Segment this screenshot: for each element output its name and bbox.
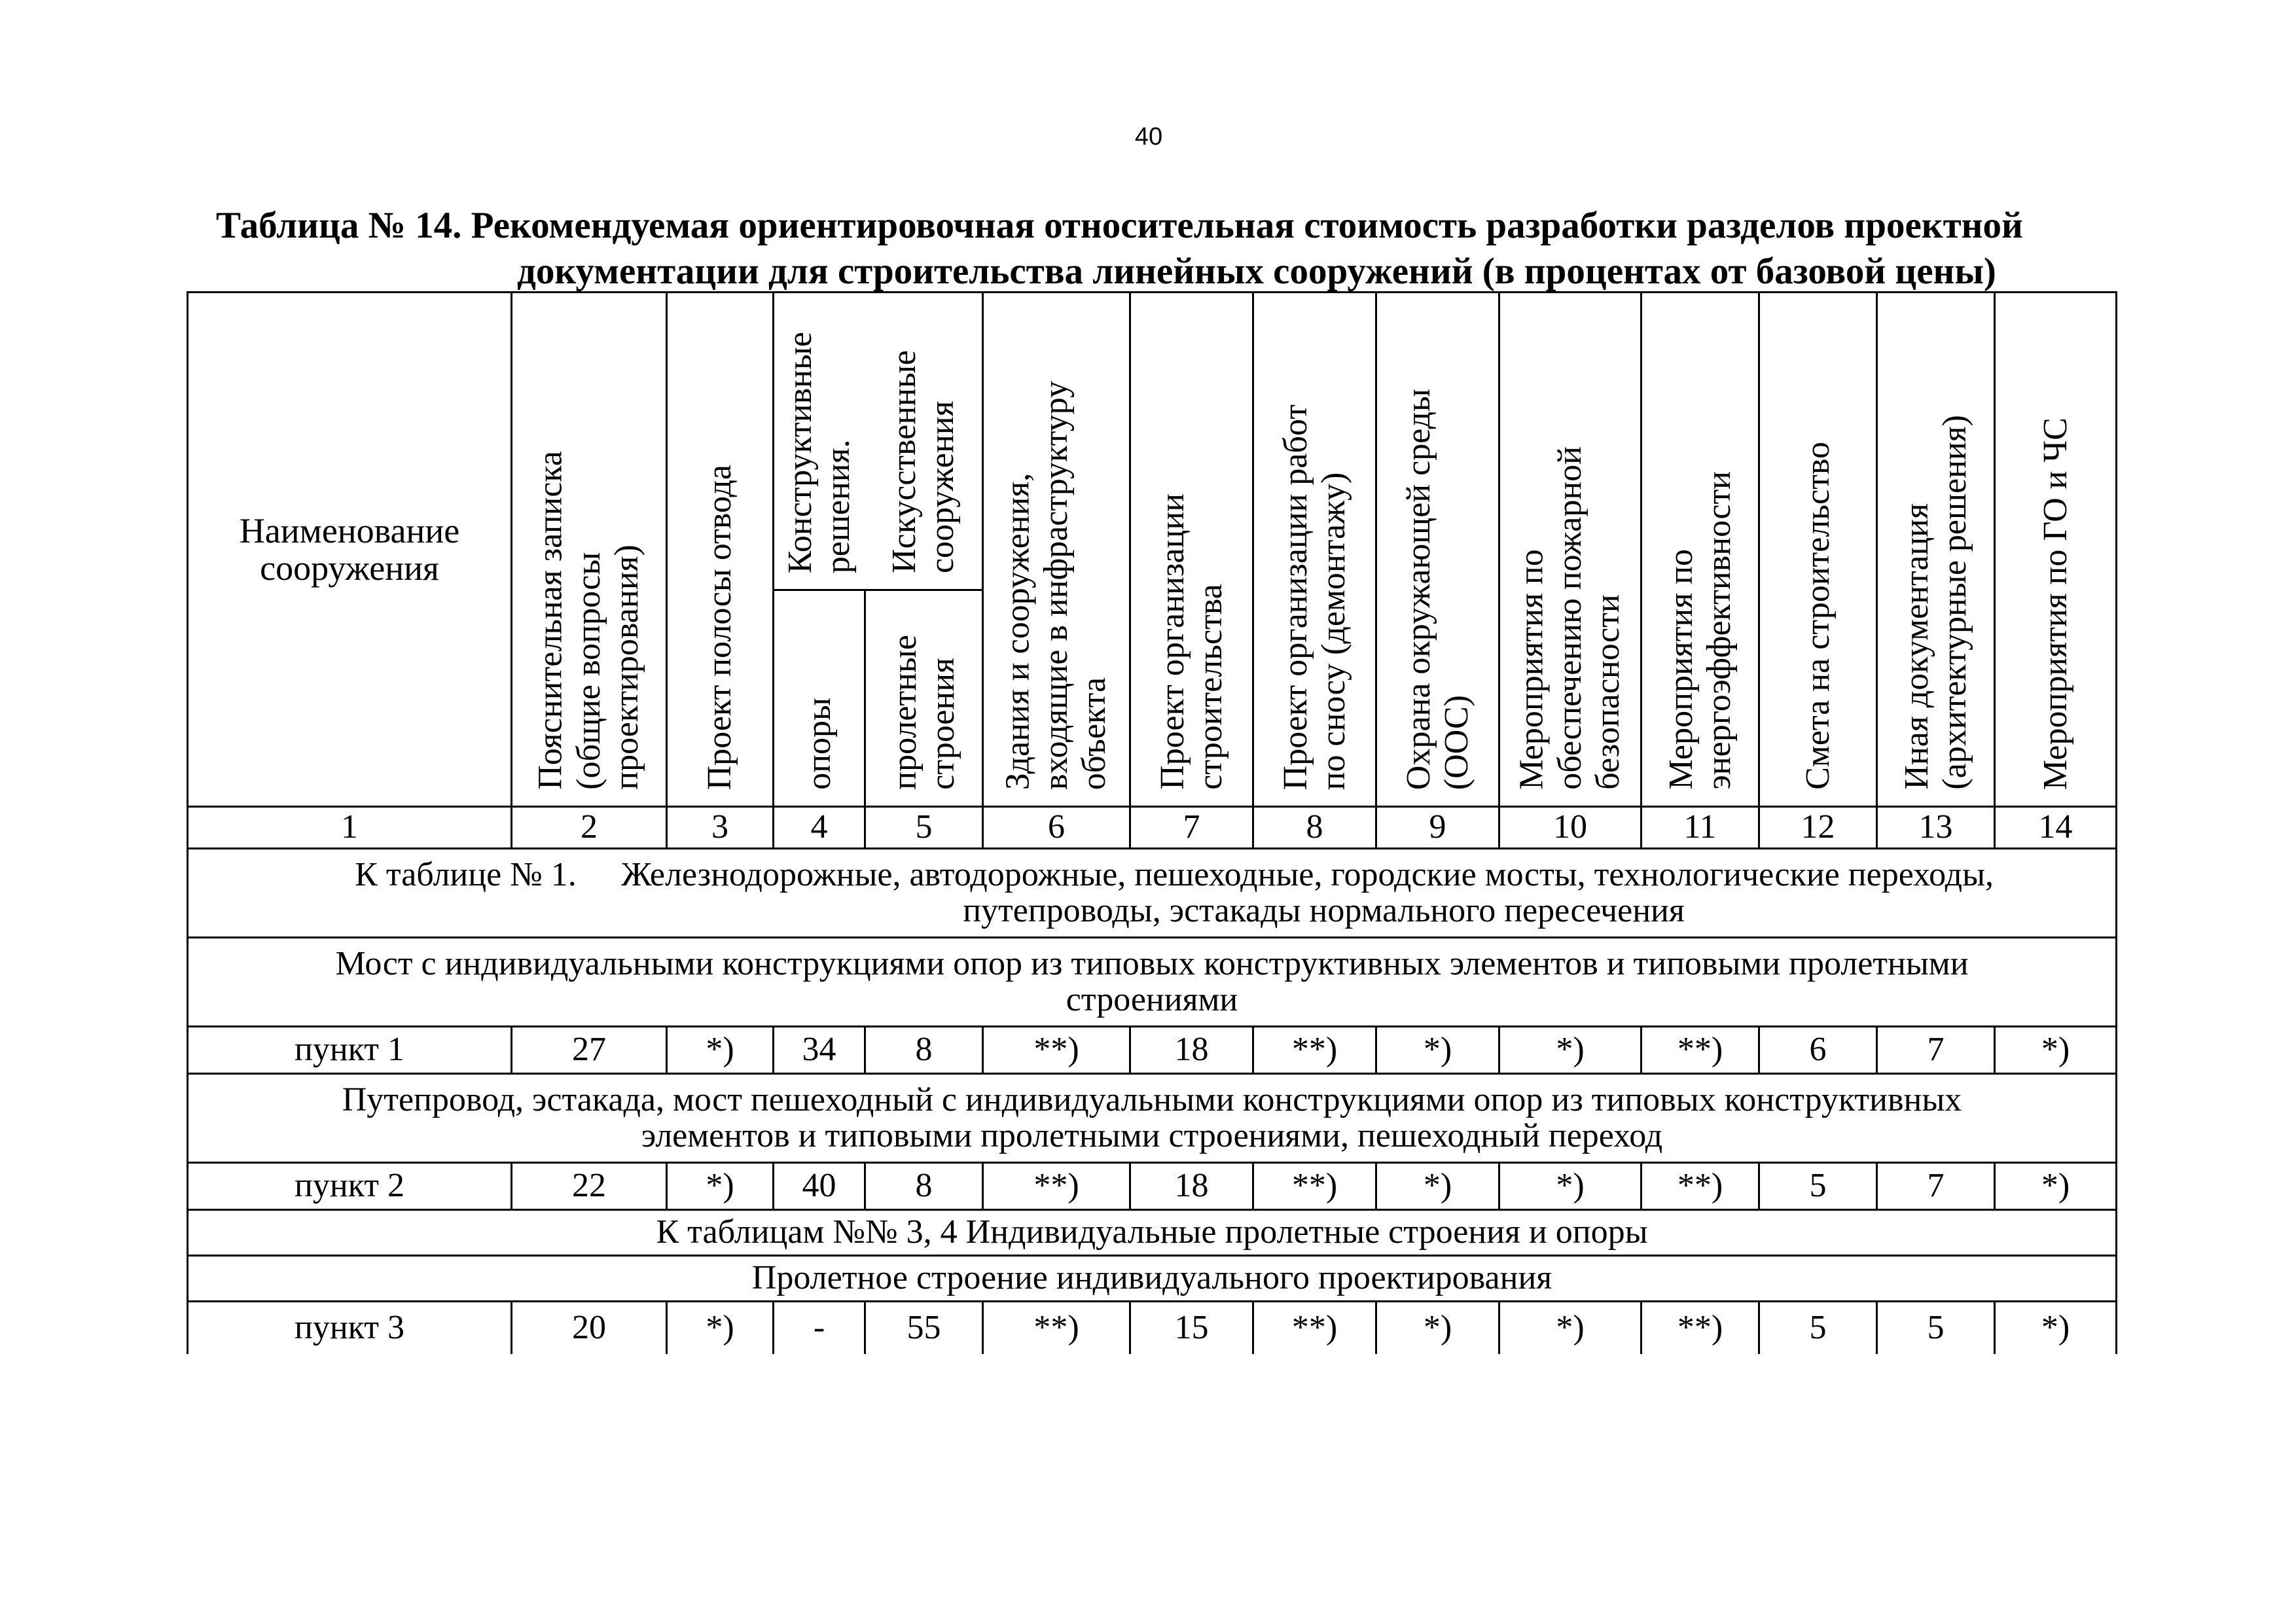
table-cell: 55 [865, 1302, 983, 1354]
group-heading-3: Пролетное строение индивидуального проектирования [188, 1256, 2117, 1302]
table-cell: *) [1995, 1027, 2117, 1074]
page-number: 40 [1134, 123, 1163, 151]
table-cell: 8 [865, 1027, 983, 1074]
header-col-6: Здания и сооружения, входящие в инфраструктуру объекта [983, 293, 1130, 807]
column-number: 9 [1376, 807, 1499, 849]
column-number: 14 [1995, 807, 2117, 849]
section-row [188, 849, 2117, 938]
table-cell: 5 [1759, 1163, 1877, 1210]
table-row [188, 1302, 2117, 1354]
column-number: 5 [865, 807, 983, 849]
table-cell: **) [1253, 1027, 1376, 1074]
table-cell: 7 [1877, 1163, 1995, 1210]
header-row-top [188, 293, 2117, 590]
header-col-7: Проект организации строительства [1130, 293, 1253, 807]
table-cell: *) [1995, 1302, 2117, 1354]
group-heading-2: Путепровод, эстакада, мост пешеходный с индивидуальными конструкциями опор из типовых конструктивных элементов и типовыми пролетными строениями, пешеходный переход [188, 1074, 2117, 1163]
header-col-4: опоры [774, 590, 865, 807]
table-cell: 5 [1759, 1302, 1877, 1354]
group-heading-1: Мост с индивидуальными конструкциями опор из типовых конструктивных элементов и типовыми пролетными строениями [188, 938, 2117, 1027]
column-number: 8 [1253, 807, 1376, 849]
table-cell: 34 [774, 1027, 865, 1074]
table-cell: *) [1376, 1163, 1499, 1210]
row-label: пункт 2 [188, 1163, 512, 1210]
section-heading-1: К таблице № 1. Железнодорожные, автодорожные, пешеходные, городские мосты, технологические переходы, путепроводы, эстакады нормального пересечения [188, 849, 2117, 938]
column-number: 6 [983, 807, 1130, 849]
table-cell: *) [1995, 1163, 2117, 1210]
table-cell: *) [1499, 1027, 1641, 1074]
table-cell: *) [667, 1027, 774, 1074]
table-cell: 7 [1877, 1027, 1995, 1074]
header-col-14: Мероприятия по ГО и ЧС [1995, 293, 2117, 807]
table-cell: **) [983, 1027, 1130, 1074]
column-number: 12 [1759, 807, 1877, 849]
table-cell: **) [1253, 1302, 1376, 1354]
header-col-9: Охрана окружающей среды (ООС) [1376, 293, 1499, 807]
group-row [188, 1074, 2117, 1163]
header-name: Наименование сооружения [188, 293, 512, 807]
column-number: 1 [188, 807, 512, 849]
column-number: 10 [1499, 807, 1641, 849]
header-col-12: Смета на строительство [1759, 293, 1877, 807]
table-cell: **) [983, 1302, 1130, 1354]
table-cell: **) [1253, 1163, 1376, 1210]
column-number: 13 [1877, 807, 1995, 849]
table-cell: 15 [1130, 1302, 1253, 1354]
header-col-3: Проект полосы отвода [667, 293, 774, 807]
column-number: 11 [1641, 807, 1759, 849]
table-cell: - [774, 1302, 865, 1354]
table-cell: **) [983, 1163, 1130, 1210]
table-row [188, 1027, 2117, 1074]
table-cell: *) [1376, 1027, 1499, 1074]
column-number: 4 [774, 807, 865, 849]
table-cell: 5 [1877, 1302, 1995, 1354]
header-col-5: пролетные строения [865, 590, 983, 807]
table-cell: *) [667, 1163, 774, 1210]
row-label: пункт 1 [188, 1027, 512, 1074]
group-row [188, 938, 2117, 1027]
header-col-13: Иная документация (архитектурные решения) [1877, 293, 1995, 807]
column-number-row [188, 807, 2117, 849]
column-number: 2 [512, 807, 667, 849]
header-col-2: Пояснительная записка (общие вопросы проектирования) [512, 293, 667, 807]
table-cell: 6 [1759, 1027, 1877, 1074]
table-cell: *) [1499, 1302, 1641, 1354]
table-cell: 8 [865, 1163, 983, 1210]
table-cell: 18 [1130, 1163, 1253, 1210]
table-cell: 22 [512, 1163, 667, 1210]
table-cell: 40 [774, 1163, 865, 1210]
table-cell: 20 [512, 1302, 667, 1354]
row-label: пункт 3 [188, 1302, 512, 1354]
section-row [188, 1210, 2117, 1256]
header-col-4-5-group-a: Конструктивные решения. [774, 293, 865, 590]
table-title [216, 203, 2127, 294]
column-number: 7 [1130, 807, 1253, 849]
table-row [188, 1163, 2117, 1210]
column-number: 3 [667, 807, 774, 849]
group-row [188, 1256, 2117, 1302]
title-line-2: документации для строительства линейных сооружений (в процентах от базовой цены) [517, 251, 1996, 292]
header-col-8: Проект организации работ по сносу (демонтажу) [1253, 293, 1376, 807]
table-cell: **) [1641, 1163, 1759, 1210]
header-col-10: Мероприятия по обеспечению пожарной безопасности [1499, 293, 1641, 807]
header-col-4-5-group-b: Искусственные сооружения [865, 293, 983, 590]
table-cell: *) [1376, 1302, 1499, 1354]
table-cell: *) [667, 1302, 774, 1354]
table-cell: 27 [512, 1027, 667, 1074]
cost-table [187, 291, 2117, 1354]
title-line-1: Таблица № 14. Рекомендуемая ориентировочная относительная стоимость разработки разделов проектной [216, 205, 2023, 246]
table-cell: *) [1499, 1163, 1641, 1210]
table-cell: **) [1641, 1302, 1759, 1354]
section-heading-2: К таблицам №№ 3, 4 Индивидуальные пролетные строения и опоры [188, 1210, 2117, 1256]
header-col-11: Мероприятия по энергоэффективности [1641, 293, 1759, 807]
table-cell: 18 [1130, 1027, 1253, 1074]
table-cell: **) [1641, 1027, 1759, 1074]
